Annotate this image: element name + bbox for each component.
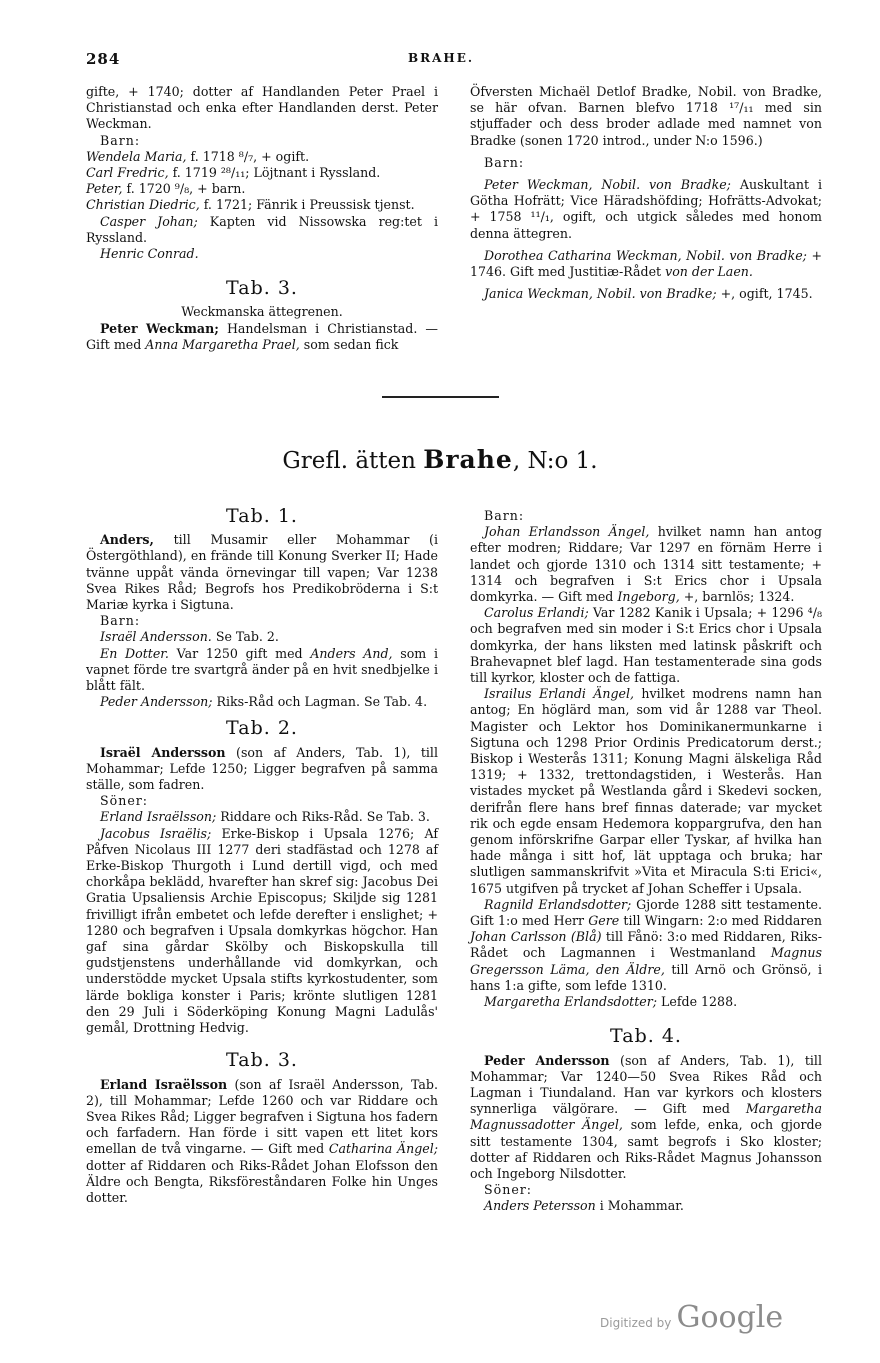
paragraph: Peder Andersson; Riks-Råd och Lagman. Se Tab. 4. bbox=[100, 694, 428, 710]
digitized-by-label: Digitized by bbox=[600, 1316, 672, 1330]
page-number: 284 bbox=[86, 50, 121, 68]
tab-heading: Tab. 2. bbox=[226, 717, 298, 740]
paragraph: En Dotter. Var 1250 gift med Anders And, som i vapnet förde tre svartgrå änder på en hvit snedbjelke i blått fält. bbox=[86, 645, 438, 694]
child-name: Henric Conrad. bbox=[100, 246, 199, 262]
person-name: En Dotter. bbox=[100, 645, 169, 661]
google-logo: Google bbox=[676, 1300, 784, 1335]
soner-label: Söner: bbox=[484, 1182, 533, 1198]
barn-label: Barn: bbox=[484, 154, 525, 170]
tab-heading: Tab. 3. bbox=[226, 1049, 298, 1072]
paragraph: Peter Weckman, Nobil. von Bradke; Auskultant i Götha Hofrätt; Vice Häradshöfding; Hofrätts-Advokat; + 1758 ¹¹/₁, ogift, och utgick således med honom denna ättegren. bbox=[470, 177, 823, 241]
person-name: Dorothea Catharina Weckman, Nobil. von Bradke; bbox=[484, 247, 807, 263]
spouse-name: Margaretha Magnussadotter Ängel, bbox=[470, 1101, 822, 1133]
top-right-column bbox=[470, 84, 822, 302]
person-name: Peder Andersson bbox=[484, 1052, 610, 1068]
running-title: BRAHE. bbox=[408, 51, 475, 65]
spouse-name: Catharina Ängel; bbox=[328, 1141, 438, 1157]
child-name: Christian Diedric, bbox=[86, 197, 200, 213]
paragraph: Anders Petersson i Mohammar. bbox=[484, 1198, 684, 1214]
paragraph: Margaretha Erlandsdotter; Lefde 1288. bbox=[484, 994, 738, 1010]
barn-label: Barn: bbox=[100, 132, 141, 148]
left-column bbox=[86, 505, 438, 1206]
spouse-name: Magnus Gregersson Läma, den Äldre, bbox=[470, 945, 822, 977]
paragraph: Israël Andersson. Se Tab. 2. bbox=[100, 629, 279, 645]
section-divider bbox=[382, 396, 499, 398]
paragraph: Anders, till Musamir eller Mohammar (i Östergöthland), en frände till Konung Sverker II; Hade tvänne uppåt vända örnevingar till vapen; Var 1238 Svea Rikes Råd; Begrofs hos Predikobröderna i S:t Mariæ kyrka i Sigtuna. bbox=[86, 532, 438, 613]
tab-heading: Tab. 4. bbox=[610, 1025, 682, 1048]
person-name: Israilus Erlandi Ängel, bbox=[484, 686, 635, 702]
google-watermark bbox=[600, 1300, 783, 1335]
person-name: Peter Weckman, Nobil. von Bradke; bbox=[484, 177, 731, 193]
list-item: Christian Diedric, f. 1721; Fänrik i Preussisk tjenst. bbox=[86, 197, 415, 213]
person-name: Peder Andersson; bbox=[100, 694, 213, 710]
person-name: Johan Erlandsson Ängel, bbox=[484, 524, 650, 540]
paragraph: Israilus Erlandi Ängel, hvilket modrens namn han antog; En höglärd man, som vid år 1288 var Theol. Magister och Lektor hos Dominikanermunkarne i Sigtuna och 1298 Prior Ordinis Predicatorum derst.; Biskop i Westerås 1311; Konung Magni älskeliga Råd 1319; + 1332, trettondagstiden, i Westerås. Han vistades mycket på Westlanda gård i Skedevi socken, derifrån flere hans bref finnas daterade; var mycket rik och egde ensam Hedemora koppargrufva, den han genom införskrifne Garpar eller Tyskar, af hvilka han hade många i sitt hof, lät upptaga och bruka; har slutligen sammanskrifvit »Vita et Miracula S:ti Erici«, 1675 utgifven på trycket af Johan Scheffer i Upsala. bbox=[470, 686, 822, 896]
paragraph: Öfversten Michaël Detlof Bradke, Nobil. von Bradke, se här ofvan. Barnen blefvo 1718 ¹⁷/₁₁ med sin stjuffader och dess broder adlade med namnet von Bradke (sonen 1720 introd., under N:o 1596.) bbox=[470, 84, 822, 148]
child-name: Casper Johan; bbox=[100, 213, 198, 229]
list-item: Wendela Maria, f. 1718 ⁸/₇, + ogift. bbox=[86, 148, 310, 164]
spouse-name: Anders And, bbox=[310, 645, 393, 661]
child-name: Carl Fredric, bbox=[86, 165, 169, 181]
person-name: Anders Petersson bbox=[484, 1198, 596, 1214]
paragraph: Dorothea Catharina Weckman, Nobil. von Bradke; + 1746. Gift med Justitiæ-Rådet von der Laen. bbox=[470, 247, 822, 280]
list-item: Peter, f. 1720 ⁹/₈, + barn. bbox=[86, 181, 246, 197]
branch-title: Weckmanska ättegrenen. bbox=[181, 304, 343, 320]
spouse-name: Ingeborg, bbox=[617, 589, 680, 605]
tab-heading: Tab. 3. bbox=[226, 277, 298, 300]
person-name: Carolus Erlandi; bbox=[484, 605, 589, 621]
person-name: Ragnild Erlandsdotter; bbox=[484, 896, 632, 912]
section-title: Grefl. ätten Brahe, N:o 1. bbox=[282, 445, 598, 474]
paragraph: gifte, + 1740; dotter af Handlanden Peter Prael i Christianstad och enka efter Handlanden derst. Peter Weckman. bbox=[86, 84, 438, 132]
paragraph: Erland Israëlsson; Riddare och Riks-Råd. Se Tab. 3. bbox=[100, 809, 430, 825]
right-column bbox=[470, 508, 822, 1215]
person-name: Israël Andersson bbox=[100, 744, 226, 760]
spouse-name: Gere bbox=[588, 913, 620, 929]
barn-label: Barn: bbox=[484, 508, 525, 523]
children-list bbox=[86, 149, 438, 262]
person-name: Israël Andersson. bbox=[100, 629, 212, 645]
paragraph: Jacobus Israëlis; Erke-Biskop i Upsala 1276; Af Påfven Nicolaus III 1277 deri stadfästad och 1278 af Erke-Biskop Thurgoth i Lund dertill vigd, och med chorkåpa beklädd, hvarefter han skref sig: Jacobus Dei Gratia Upsaliensis Archie Episcopus; Skiljde sig 1281 frivilligt ifrån embetet och lefde derefter i enslighet; + 1280 och begrafven i Upsala domkyrkas högchor. Han gaf sina gårdar Skölby och Biskopskulla till gudstjenstens underhållande vid domkyrkan, och understödde mycket Upsala stifts kyrkostudenter, som lärde bokliga konster i Paris; krönte slutligen 1281 den 29 Juli i Söderköping Konung Magni Ladulås' gemål, Drottning Hedvig. bbox=[86, 825, 438, 1036]
paragraph: Janica Weckman, Nobil. von Bradke; +, ogift, 1745. bbox=[484, 286, 813, 302]
family-name: Brahe bbox=[423, 445, 513, 474]
spouse-name: Anna Margaretha Prael, bbox=[145, 336, 300, 352]
paragraph: Johan Erlandsson Ängel, hvilket namn han antog efter modren; Riddare; Var 1297 en förnäm Herre i landet och gjorde 1310 och 1314 sitt testamente; + 1314 och begrafven i S:t Erics chor i Upsala domkyrka. — Gift med Ingeborg, +, barnlös; 1324. bbox=[470, 524, 822, 605]
paragraph: Peder Andersson (son af Anders, Tab. 1), till Mohammar; Var 1240—50 Svea Rikes Råd och Lagman i Tiundaland. Han var kyrkors och klosters synnerliga välgörare. — Gift med Margaretha Magnussadotter Ängel, som lefde, enka, och gjorde sitt testamente 1304, samt begrofs i Sko kloster; dotter af Riddaren och Riks-Rådet Magnus Johansson och Ingeborg Nilsdotter. bbox=[470, 1052, 822, 1181]
spouse-name: Johan Carlsson (Blå) bbox=[470, 929, 602, 945]
paragraph: Ragnild Erlandsdotter; Gjorde 1288 sitt testamente. Gift 1:o med Herr Gere till Wingarn: 2:o med Riddaren Johan Carlsson (Blå) till Fånö: 3:o med Riddaren, Riks-Rådet och Lagmannen i Westmanland Magnus Gregersson Läma, den Äldre, till Arnö och Grönsö, i hans 1:a gifte, som lefde 1310. bbox=[470, 896, 823, 993]
person-name: Margaretha Erlandsdotter; bbox=[484, 994, 658, 1010]
spouse-name: von der Laen. bbox=[665, 264, 753, 280]
person-name: Erland Israëlsson; bbox=[100, 809, 217, 825]
paragraph: Peter Weckman; Handelsman i Christianstad. — Gift med Anna Margaretha Prael, som sedan fick bbox=[86, 320, 438, 352]
list-item: Casper Johan; Kapten vid Nissowska reg:tet i Ryssland. bbox=[86, 213, 438, 245]
child-name: Peter, bbox=[86, 181, 123, 197]
person-name: Peter Weckman; bbox=[100, 320, 219, 336]
child-name: Wendela Maria, bbox=[86, 148, 187, 164]
list-item: Carl Fredric, f. 1719 ²⁸/₁₁; Löjtnant i Ryssland. bbox=[86, 165, 381, 181]
person-name: Erland Israëlsson bbox=[100, 1076, 228, 1092]
paragraph: Israël Andersson (son af Anders, Tab. 1), till Mohammar; Lefde 1250; Ligger begrafven på samma ställe, som fadren. bbox=[86, 744, 438, 793]
barn-label: Barn: bbox=[100, 613, 141, 629]
top-left-column bbox=[86, 84, 438, 353]
soner-label: Söner: bbox=[100, 793, 149, 809]
person-name: Janica Weckman, Nobil. von Bradke; bbox=[484, 286, 717, 302]
paragraph: Erland Israëlsson (son af Israël Andersson, Tab. 2), till Mohammar; Lefde 1260 och var Riddare och Svea Rikes Råd; Ligger begrafven i Sigtuna hos fadern och farfadern. Han förde i sitt vapen ett litet kors emellan de två vingarne. — Gift med Catharina Ängel; dotter af Riddaren och Riks-Rådet Johan Elofsson den Äldre och Bengta, Riksföreståndaren Folke hin Unges dotter. bbox=[86, 1076, 438, 1205]
person-name: Anders, bbox=[100, 532, 154, 548]
tab-heading: Tab. 1. bbox=[226, 505, 298, 527]
person-name: Jacobus Israëlis; bbox=[100, 825, 212, 841]
paragraph: Carolus Erlandi; Var 1282 Kanik i Upsala; + 1296 ⁴/₈ och begrafven med sin moder i S:t Erics chor i Upsala domkyrka, der hans liksten med latinsk påskrift och Brahevapnet blef lagd. Han testamenterade sina gods till kyrkor, kloster och de fattiga. bbox=[470, 605, 822, 686]
list-item bbox=[86, 246, 438, 262]
